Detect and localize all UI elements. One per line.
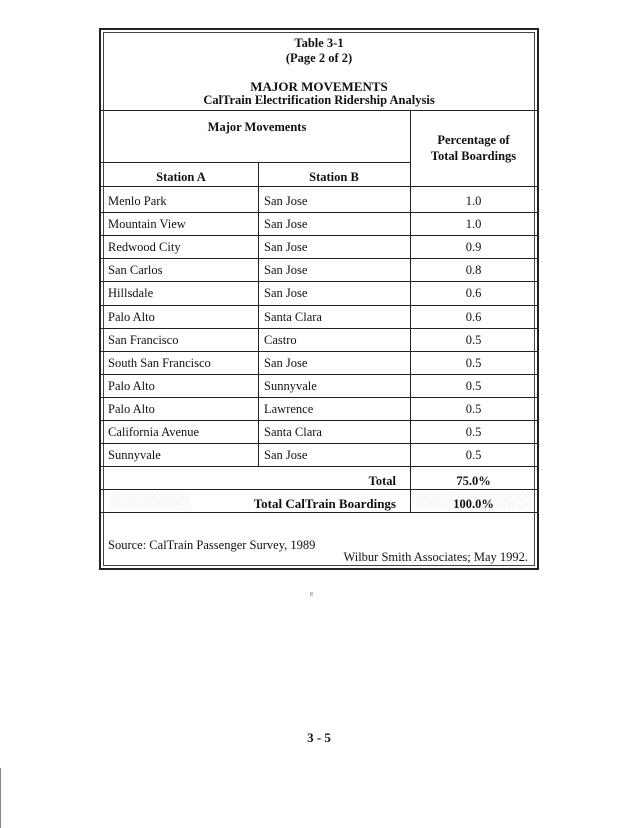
row-divider [101,281,537,282]
station-a-cell: Palo Alto [108,309,155,324]
station-b-cell: Lawrence [264,401,314,416]
table-page: (Page 2 of 2) [285,51,353,65]
total-value: 75.0% [456,474,491,488]
column-header-station-a: Station A [156,170,206,184]
row-divider [101,374,537,375]
station-a-cell: California Avenue [108,425,200,439]
rule-below-column-headers [101,186,537,187]
station-a-cell: Mountain View [108,217,186,232]
station-b-cell: San Jose [264,263,308,278]
percentage-cell: 0.8 [465,263,482,278]
percentage-cell: 1.0 [465,194,482,208]
row-divider [101,235,537,236]
station-a-cell: Palo Alto [108,378,155,393]
group-header: Major Movements [207,120,307,134]
percentage-cell: 0.5 [465,448,482,463]
station-b-cell: San Jose [264,194,308,208]
credit-note: Wilbur Smith Associates; May 1992. [343,550,528,564]
rule-below-total [101,489,537,490]
rule-below-title [101,110,537,111]
rule-column-pct [410,110,411,512]
source-note: Source: CalTrain Passenger Survey, 1989 [108,538,316,552]
station-b-cell: Sunnyvale [264,378,317,393]
row-divider [101,328,537,329]
row-divider [101,397,537,398]
column-header-percentage-line1: Percentage of [437,133,510,147]
table-subtitle: CalTrain Electrification Ridership Analysis [203,93,435,107]
station-b-cell: Santa Clara [264,425,322,439]
table-header [101,28,537,118]
scan-edge-mark [0,768,1,828]
station-b-cell: San Jose [264,448,308,463]
station-a-cell: Sunnyvale [108,448,161,463]
row-divider [101,212,537,213]
station-a-cell: South San Francisco [108,355,211,370]
table-title: MAJOR MOVEMENTS [250,79,388,94]
row-divider [101,305,537,306]
rule-below-boardings [101,512,537,513]
rule-column-b [258,162,259,466]
total-label: Total [368,474,396,488]
station-b-cell: Castro [264,332,297,347]
percentage-cell: 0.5 [465,401,482,416]
total-boardings-value: 100.0% [453,497,494,511]
rule-below-group-header [101,162,410,163]
row-divider [101,258,537,259]
station-a-cell: Menlo Park [108,194,167,208]
station-b-cell: San Jose [264,240,308,255]
station-a-cell: San Francisco [108,332,179,347]
station-b-cell: San Jose [264,217,308,232]
row-divider [101,443,537,444]
station-b-cell: San Jose [264,286,308,301]
column-header-percentage [410,132,537,164]
station-a-cell: Hillsdale [108,286,154,301]
station-a-cell: Palo Alto [108,401,155,416]
percentage-cell: 0.6 [465,309,482,324]
total-boardings-label: Total CalTrain Boardings [253,496,396,511]
row-divider [101,351,537,352]
percentage-cell: 0.6 [465,286,482,301]
column-header-percentage-line2: Total Boardings [430,149,517,163]
percentage-cell: 0.5 [465,332,482,347]
station-b-cell: San Jose [264,355,308,370]
percentage-cell: 0.5 [465,355,482,370]
station-b-cell: Santa Clara [264,309,322,324]
row-divider [101,466,537,467]
row-divider [101,420,537,421]
scan-speck: ɐ [310,590,314,598]
page-number: 3 - 5 [307,730,331,745]
column-header-station-b: Station B [309,170,359,184]
percentage-cell: 0.5 [465,378,482,393]
station-a-cell: Redwood City [108,240,181,255]
percentage-cell: 1.0 [465,217,482,232]
table-number: Table 3-1 [294,36,344,50]
percentage-cell: 0.9 [465,240,482,255]
station-a-cell: San Carlos [108,263,163,278]
percentage-cell: 0.5 [465,425,482,439]
